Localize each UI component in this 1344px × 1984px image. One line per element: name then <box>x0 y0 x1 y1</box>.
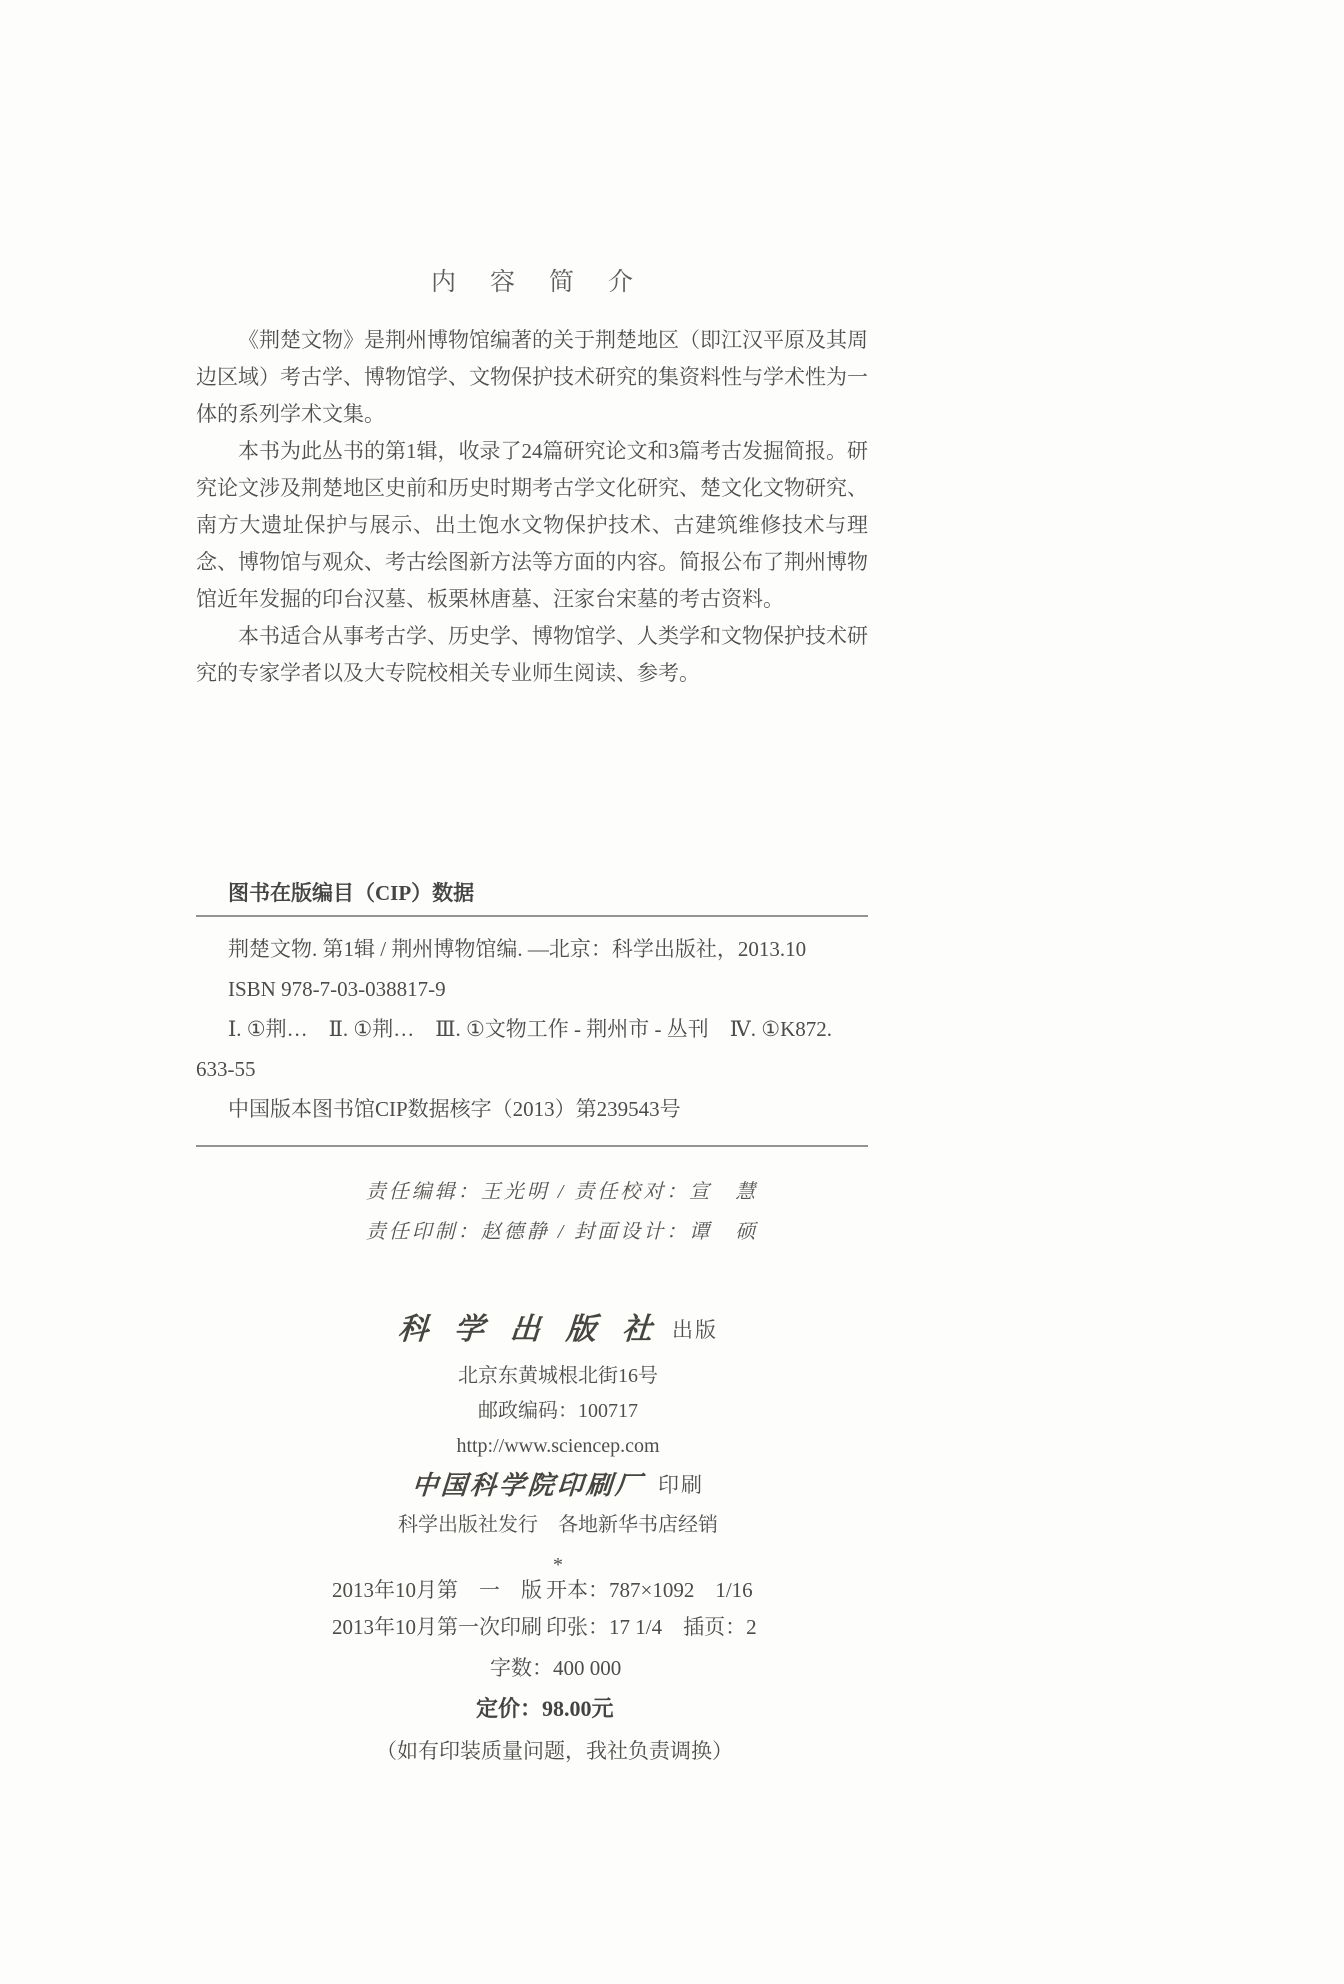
page-title: 内容简介 <box>430 269 667 296</box>
cip-block <box>196 880 868 1147</box>
intro-paragraph: 本书适合从事考古学、历史学、博物馆学、人类学和文物保护技术研究的专家学者以及大专院校相关专业师生阅读、参考。 <box>196 624 868 685</box>
content-introduction <box>196 322 868 692</box>
publisher-line <box>222 1312 894 1351</box>
edition-row <box>196 1572 868 1609</box>
cip-record-number-line: 中国版本图书馆CIP数据核字（2013）第239543号 <box>228 1097 681 1121</box>
cip-body <box>196 917 868 1129</box>
cip-classification-continuation: 633-55 <box>196 1057 256 1081</box>
printer-line <box>222 1468 894 1506</box>
section-separator-asterisk: * <box>553 1554 563 1576</box>
cip-isbn-line: ISBN 978-7-03-038817-9 <box>228 977 446 1001</box>
publisher-website-url: http://www.sciencep.com <box>456 1435 660 1457</box>
cip-heading: 图书在版编目（CIP）数据 <box>228 881 475 905</box>
format-spec: 开本：787×1092 1/16 <box>546 1578 753 1602</box>
publisher-role-label: 出版 <box>672 1318 718 1342</box>
divider-line-bottom <box>196 1145 868 1147</box>
staff-credits <box>226 1172 898 1252</box>
intro-paragraph: 《荆楚文物》是荆州博物馆编著的关于荆楚地区（即江汉平原及其周边区域）考古学、博物馆学、文物保护技术研究的集资料性与学术性为一体的系列学术文集。 <box>196 328 868 426</box>
intro-paragraph: 本书为此丛书的第1辑，收录了24篇研究论文和3篇考古发掘简报。研究论文涉及荆楚地区史前和历史时期考古学文化研究、楚文化文物研究、南方大遗址保护与展示、出土饱水文物保护技术、古建筑维修技术与理念、博物馆与观众、考古绘图新方法等方面的内容。简报公布了荆州博物馆近年发掘的印台汉墓、板栗林唐墓、汪家台宋墓的考古资料。 <box>196 439 868 611</box>
word-count: 字数：400 000 <box>490 1656 622 1680</box>
sheets-spec: 印张：17 1/4 插页：2 <box>546 1615 757 1639</box>
cip-title-line: 荆楚文物. 第1辑 / 荆州博物馆编. —北京：科学出版社，2013.10 <box>228 937 807 961</box>
printing-row <box>196 1609 868 1646</box>
credits-editor-line: 责任编辑：王光明 / 责任校对：宣 慧 <box>365 1181 759 1203</box>
credits-printer-line: 责任印制：赵德静 / 封面设计：谭 硕 <box>365 1221 759 1243</box>
publisher-postcode: 邮政编码：100717 <box>478 1400 638 1422</box>
printer-logo-text: 中国科学院印刷厂 <box>410 1471 646 1500</box>
printing-date: 2013年10月第一次印刷 <box>332 1615 542 1639</box>
page-content <box>196 0 868 1984</box>
edition-details <box>196 1572 868 1771</box>
publisher-colophon <box>222 1312 894 1583</box>
publisher-logo-text: 科学出版社 <box>396 1313 680 1346</box>
price: 定价：98.00元 <box>476 1696 614 1721</box>
cip-classification-line: Ⅰ. ①荆… Ⅱ. ①荆… Ⅲ. ①文物工作 - 荆州市 - 丛刊 Ⅳ. ①K872. <box>228 1017 833 1041</box>
edition-date: 2013年10月第 一 版 <box>332 1578 542 1602</box>
quality-exchange-note: （如有印装质量问题，我社负责调换） <box>376 1739 733 1763</box>
publisher-address: 北京东黄城根北街16号 <box>458 1365 658 1387</box>
printer-role-label: 印刷 <box>658 1473 704 1497</box>
distribution-line: 科学出版社发行 各地新华书店经销 <box>398 1514 718 1536</box>
